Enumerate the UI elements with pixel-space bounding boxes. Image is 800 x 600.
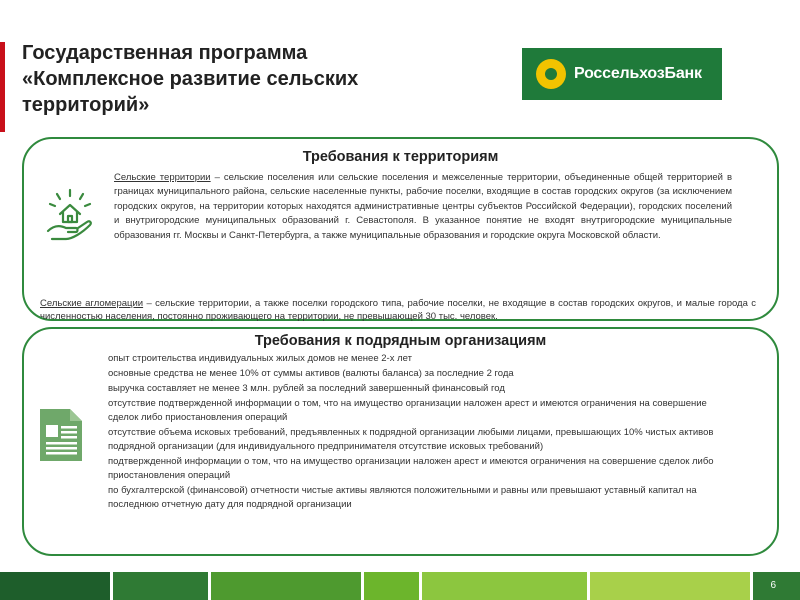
list-item-text: основные средства не менее 10% от суммы активов (валюты баланса) за последние 2 года xyxy=(108,368,514,379)
territories-description xyxy=(114,171,732,243)
list-item-text: подтвержденной информации о том, что на имущество организации наложен арест и имеются ограничения на совершение сделок либо приостановления операций xyxy=(108,456,714,481)
footer-segment xyxy=(753,572,800,600)
list-item xyxy=(84,352,734,366)
list-item xyxy=(84,397,734,425)
list-item xyxy=(84,455,734,483)
contractors-panel xyxy=(22,327,779,556)
territories-term: Сельские территории xyxy=(114,172,211,183)
contractor-requirements-list xyxy=(84,352,734,513)
page-title: Государственная программа «Комплексное развитие сельских территорий» xyxy=(22,42,359,116)
page-number: 6 xyxy=(770,580,776,591)
bank-logo xyxy=(522,48,722,100)
house-in-hand-icon xyxy=(42,187,98,243)
footer-segment xyxy=(0,572,110,600)
footer-segment xyxy=(211,572,361,600)
title-accent-bar xyxy=(0,42,5,132)
territories-panel-title: Требования к территориям xyxy=(302,149,499,165)
agglomeration-text: – сельские территории, а также поселки городского типа, рабочие поселки, не входящие в состав городских округов, и малые города с численностью населения, постоянно проживающего на территории, не превышающей 30 тыс. человек. xyxy=(40,298,756,322)
agglomeration-term: Сельские агломерации xyxy=(40,298,144,309)
territories-text: – сельские поселения или сельские поселения и межселенные территории, объединенные общей территорией в границах муниципального района, сельские населенные пункты, рабочие поселки, входящие в состав городских округов (за исключением городских округов, на территории которых находятся административные центры субъектов Российской Федерации), городских поселений и внутригородские муниципальных образований г. Севастополя. В указанное понятие не входят внутригородские муниципальные образования гг. Москвы и Санкт-Петербурга, а также муниципальные образования и городские округа Московской области. xyxy=(114,172,732,241)
list-item xyxy=(84,367,734,381)
list-item xyxy=(84,382,734,396)
logo-text: РоссельхозБанк xyxy=(574,65,702,82)
logo-emblem-icon xyxy=(536,59,566,89)
list-item-text: по бухгалтерской (финансовой) отчетности чистые активы являются положительными и равны или превышают уставный капитал на последнюю отчетную дату для подрядной организации xyxy=(108,485,697,510)
document-icon xyxy=(36,407,86,463)
list-item-text: отсутствие подтвержденной информации о том, что на имущество организации наложен арест и имеются ограничения на совершение сделок либо приостановления операций xyxy=(108,398,707,423)
agglomeration-description xyxy=(40,297,756,323)
footer-segment xyxy=(364,572,419,600)
contractors-panel-title: Требования к подрядным организациям xyxy=(254,333,547,349)
footer-segment xyxy=(113,572,208,600)
list-item-text: выручка составляет не менее 3 млн. рублей за последний завершенный финансовый год xyxy=(108,383,505,394)
list-item xyxy=(84,484,734,512)
list-item-text: отсутствие объема исковых требований, предъявленных к подрядной организации любыми лицами, превышающих 10% чистых активов подрядной организации (для индивидуального предпринимателя отсутствие исковых требований) xyxy=(108,427,714,452)
list-item xyxy=(84,426,734,454)
list-item-text: опыт строительства индивидуальных жилых домов не менее 2-х лет xyxy=(108,353,412,364)
footer-segment xyxy=(590,572,750,600)
footer-segment xyxy=(422,572,587,600)
territories-panel xyxy=(22,137,779,321)
